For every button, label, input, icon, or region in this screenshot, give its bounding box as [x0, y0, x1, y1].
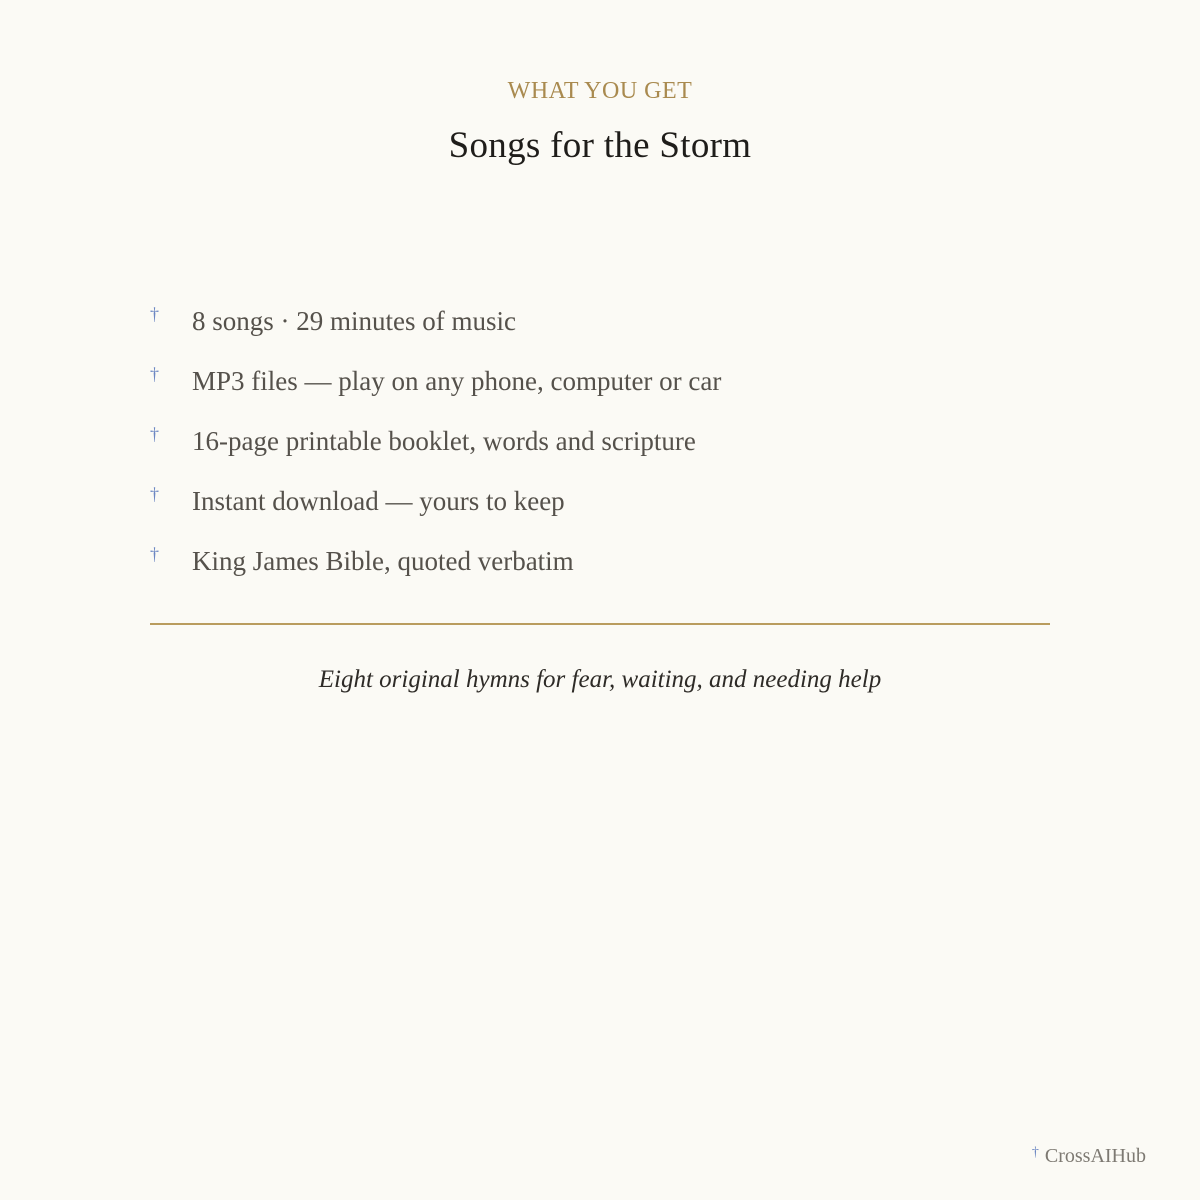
feature-text: King James Bible, quoted verbatim — [192, 546, 574, 576]
feature-text: 8 songs · 29 minutes of music — [192, 306, 516, 336]
brand-mark — [1032, 1145, 1146, 1168]
cross-icon: † — [1031, 1145, 1039, 1160]
page-title: Songs for the Storm — [448, 125, 752, 166]
cross-icon: † — [150, 304, 159, 324]
cross-icon: † — [150, 424, 159, 444]
feature-text: 16-page printable booklet, words and scripture — [192, 426, 696, 456]
feature-item — [150, 540, 1050, 600]
feature-text: Instant download — yours to keep — [192, 486, 565, 516]
section-eyebrow: WHAT YOU GET — [507, 78, 693, 104]
cross-icon: † — [150, 484, 159, 504]
brand-name: CrossAIHub — [1044, 1145, 1146, 1167]
cross-icon: † — [150, 544, 159, 564]
feature-list — [150, 300, 1050, 600]
tagline: Eight original hymns for fear, waiting, and needing help — [318, 666, 882, 693]
cross-icon: † — [150, 364, 159, 384]
feature-text: MP3 files — play on any phone, computer or car — [192, 366, 722, 396]
divider — [150, 623, 1050, 625]
feature-item — [150, 300, 1050, 360]
feature-item — [150, 360, 1050, 420]
feature-item — [150, 480, 1050, 540]
feature-item — [150, 420, 1050, 480]
